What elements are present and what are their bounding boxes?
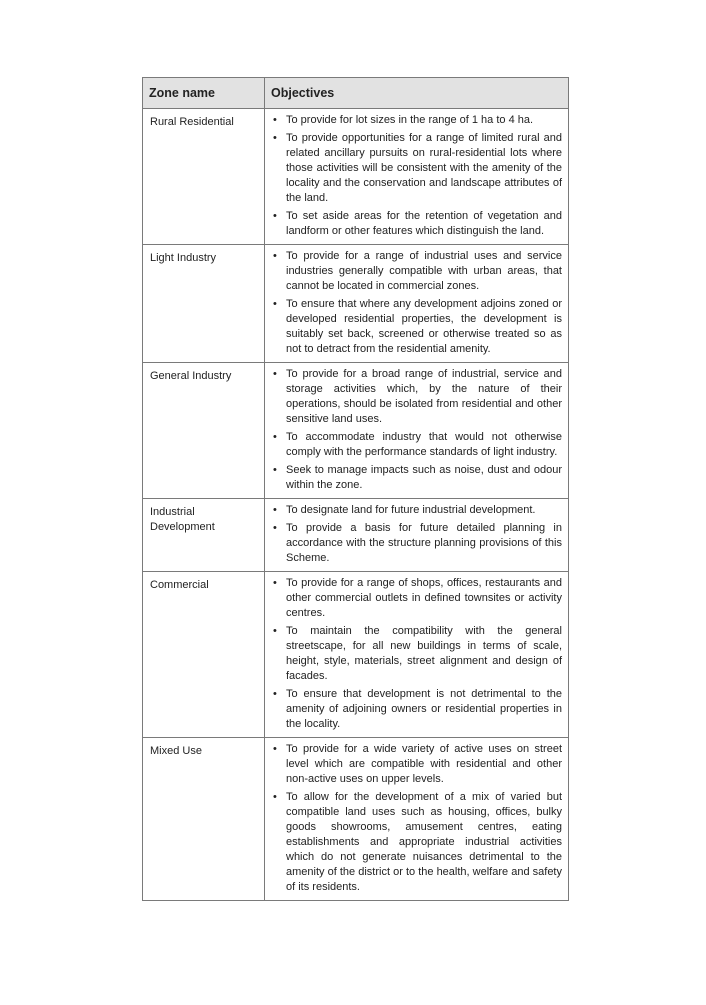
- objectives-cell: [265, 738, 569, 901]
- objective-item: • To ensure that development is not detrimental to the amenity of adjoining owners or residential properties in the locality.: [271, 687, 562, 732]
- table-row: [143, 499, 569, 572]
- objective-item: • To provide for lot sizes in the range of 1 ha to 4 ha.: [271, 113, 562, 128]
- objectives-list: [271, 503, 562, 566]
- objectives-list: [271, 249, 562, 357]
- objectives-cell: [265, 245, 569, 363]
- objectives-list: [271, 742, 562, 895]
- table-row: [143, 109, 569, 245]
- objectives-cell: [265, 363, 569, 499]
- zone-name-cell: Commercial: [143, 572, 265, 738]
- objective-item: • To provide a basis for future detailed planning in accordance with the structure planning provisions of this Scheme.: [271, 521, 562, 566]
- objective-item: • To ensure that where any development adjoins zoned or developed residential properties, the development is suitably set back, screened or otherwise treated so as not to detract from the residential amenity.: [271, 297, 562, 357]
- column-header-zone-name: Zone name: [143, 78, 265, 109]
- objective-item: • To set aside areas for the retention of vegetation and landform or other features which distinguish the land.: [271, 209, 562, 239]
- zone-name-cell: General Industry: [143, 363, 265, 499]
- zone-objectives-table: [142, 77, 569, 901]
- zone-name-cell: Industrial Development: [143, 499, 265, 572]
- objectives-cell: [265, 109, 569, 245]
- table-header-row: [143, 78, 569, 109]
- objective-item: • To designate land for future industrial development.: [271, 503, 562, 518]
- objective-item: • To maintain the compatibility with the general streetscape, for all new buildings in terms of scale, height, style, materials, street alignment and design of facades.: [271, 624, 562, 684]
- table-row: [143, 363, 569, 499]
- column-header-objectives: Objectives: [265, 78, 569, 109]
- objectives-list: [271, 113, 562, 239]
- objective-item: • To provide opportunities for a range of limited rural and related ancillary pursuits on rural-residential lots where those activities will be consistent with the amenity of the locality and the conservation and landscape attributes of the land.: [271, 131, 562, 206]
- objective-item: • To provide for a range of industrial uses and service industries generally compatible with urban areas, that cannot be located in commercial zones.: [271, 249, 562, 294]
- table-row: [143, 738, 569, 901]
- table-row: [143, 572, 569, 738]
- objectives-cell: [265, 572, 569, 738]
- table-row: [143, 245, 569, 363]
- objective-item: • To allow for the development of a mix of varied but compatible land uses such as housing, offices, bulky goods showrooms, amusement centres, eating establishments and appropriate industrial activities which do not generate nuisances detrimental to the amenity of the district or to the health, welfare and safety of its residents.: [271, 790, 562, 895]
- objective-item: • To accommodate industry that would not otherwise comply with the performance standards of light industry.: [271, 430, 562, 460]
- zone-name-cell: Mixed Use: [143, 738, 265, 901]
- zone-name-cell: Light Industry: [143, 245, 265, 363]
- objective-item: • To provide for a broad range of industrial, service and storage activities which, by the nature of their operations, should be isolated from residential and other sensitive land uses.: [271, 367, 562, 427]
- objectives-list: [271, 576, 562, 732]
- objectives-list: [271, 367, 562, 493]
- objective-item: • Seek to manage impacts such as noise, dust and odour within the zone.: [271, 463, 562, 493]
- zone-name-cell: Rural Residential: [143, 109, 265, 245]
- objective-item: • To provide for a wide variety of active uses on street level which are compatible with residential and other non-active uses on upper levels.: [271, 742, 562, 787]
- objectives-cell: [265, 499, 569, 572]
- objective-item: • To provide for a range of shops, offices, restaurants and other commercial outlets in defined townsites or activity centres.: [271, 576, 562, 621]
